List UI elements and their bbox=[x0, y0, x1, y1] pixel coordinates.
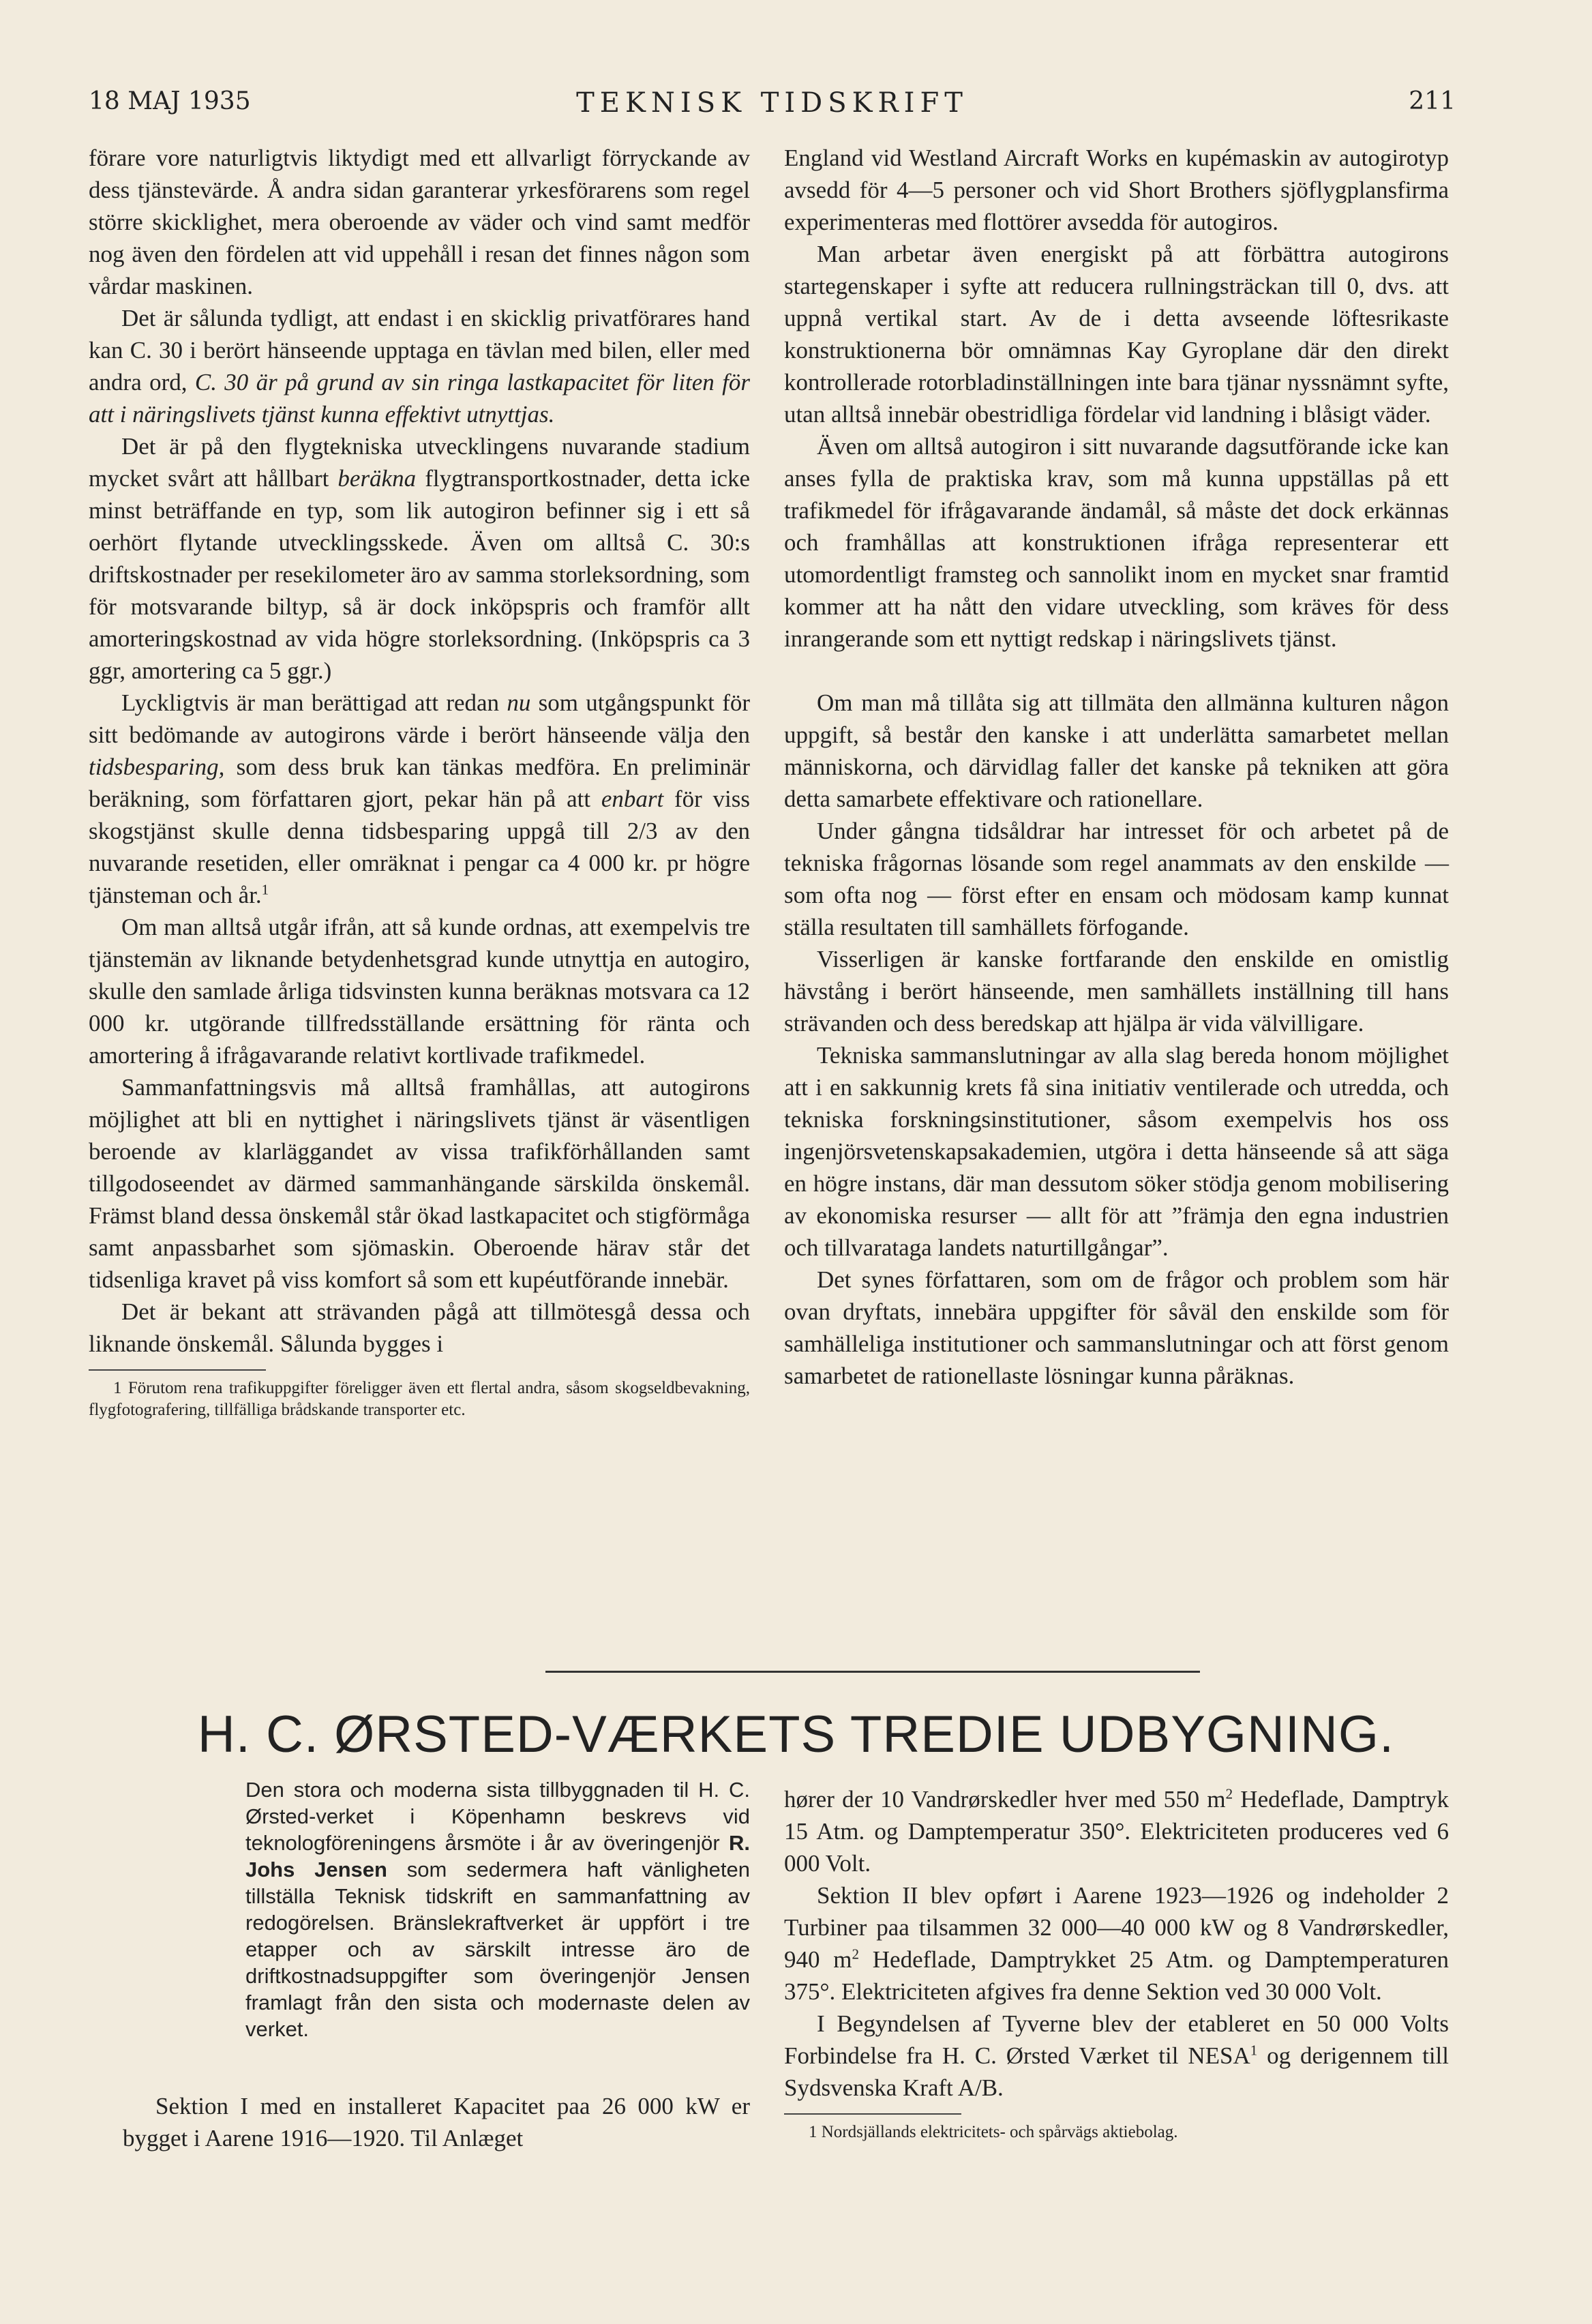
paragraph: Sammanfattningsvis må alltså framhållas, att autogirons möjlighet att bli en nyttighet i näringslivets tjänst är väsentligen beroende av klarläggandet av vissa trafikförhållanden samt tillgodoseendet av därmed sammanhängande särskilda önskemål. Främst bland dessa önskemål står ökad lastkapacitet och stigförmåga samt anpassbarhet som sjömaskin. Oberoende härav står det tidsenliga kravet på viss komfort så som ett kupéutförande innebär. bbox=[89, 1074, 750, 1293]
paragraph bbox=[89, 302, 750, 430]
text: hører der 10 Vandrørskedler hver med 550 m bbox=[784, 1786, 1226, 1813]
text: som utgångspunkt för sitt bedömande av autogirons värde i berört hänseende välja den bbox=[89, 689, 750, 748]
lead-paragraph bbox=[245, 1776, 750, 2042]
paragraph: Visserligen är kanske fortfarande den enskilde en omistlig hävstång i berört hänseende, men samhällets inställning till hans strävanden och dess beredskap att hjälpa är vida välvilligare. bbox=[784, 946, 1449, 1037]
text: som dess bruk kan tänkas medföra. En preliminär beräkning, som författaren gjort, pekar hän på att bbox=[89, 754, 750, 812]
paragraph bbox=[784, 2008, 1449, 2104]
paragraph: Om man må tillåta sig att tillmäta den allmänna kulturen någon uppgift, så består den kanske i att underlätta samarbetet mellan människorna, och därvidlag faller det kanske på tekniken att göra detta samarbete effektivare och rationellare. bbox=[784, 689, 1449, 812]
paragraph: Om man alltså utgår ifrån, att så kunde ordnas, att exempelvis tre tjänstemän av liknande betydenhetsgrad kunde utnyttja en autogiro, skulle den samlade årliga tidsvinsten kunna beräknas motsvara ca 12 000 kr. utgörande tillfredsställande ersättning för ränta och amortering å ifrågavarande relativt kortlivade trafikmedel. bbox=[89, 914, 750, 1069]
footnote-marker: 1 bbox=[1250, 2042, 1258, 2059]
article-body-right bbox=[784, 1783, 1449, 2143]
paragraph: Man arbetar även energiskt på att förbättra autogirons startegenskaper i syfte att reducera rullningsträckan till 0, dvs. att uppnå vertikal start. Av de i detta avseende löftesrikaste konstruktionerna bör omnämnas Kay Gyroplane där den direkt kontrollerade rotorbladinställningen inte bara tjänar nyssnämnt syfte, utan alltså innebär obestridliga fördelar vid landning i blåsigt väder. bbox=[784, 241, 1449, 428]
text: som sedermera haft vänligheten tillställa Teknisk tidskrift en sammanfattning av redogörelsen. Bränslekraftverket är uppfört i tre etapper och av särskilt intresse äro de driftkostnadsuppgifter som överingenjör Jensen framlagt från den sista och modernaste delen av verket. bbox=[245, 1858, 750, 2041]
text: Lyckligtvis är man berättigad att redan bbox=[121, 689, 507, 716]
text: og derigennem till Sydsvenska Kraft A/B. bbox=[784, 2042, 1450, 2101]
author-name: R. Johs Jensen bbox=[245, 1831, 750, 1881]
article-title: H. C. ØRSTED-VÆRKETS TREDIE UDBYGNING. bbox=[197, 1705, 1395, 1763]
issue-date: 18 MAJ 1935 bbox=[89, 87, 251, 115]
text: Hedeflade, Damptrykket 25 Atm. og Damptemperaturen 375°. Elektriciteten afgives fra denne Sektion ved 30 000 Volt. bbox=[784, 1946, 1449, 2005]
superscript: 2 bbox=[852, 1946, 859, 1963]
paragraph bbox=[89, 687, 750, 911]
journal-title: TEKNISK TIDSKRIFT bbox=[576, 87, 968, 119]
text: Hedeflade, Damptryk 15 Atm. og Damptemperatur 350°. Elektriciteten produceres ved 6 000 Volt. bbox=[784, 1786, 1449, 1877]
footnote: 1 Nordsjällands elektricitets- och spårvägs aktiebolag. bbox=[809, 2123, 1178, 2141]
paragraph: England vid Westland Aircraft Works en kupémaskin av autogirotyp avsedd för 4—5 personer och vid Short Brothers sjöflygplansfirma experimenteras med flottörer avsedda för autogiros. bbox=[784, 145, 1449, 235]
paragraph bbox=[784, 1783, 1449, 1879]
footnote: 1 Förutom rena trafikuppgifter föreligger även ett flertal andra, såsom skogseldbevakning, flygfotografering, tillfälliga brådskande transporter etc. bbox=[89, 1379, 750, 1419]
emphasis: C. 30 är på grund av sin ringa lastkapacitet för liten för att i näringslivets tjänst kunna effektivt utnyttjas. bbox=[89, 369, 750, 428]
footnote-divider bbox=[784, 2113, 961, 2115]
running-header bbox=[89, 87, 1456, 128]
page-number: 211 bbox=[1409, 87, 1456, 115]
paragraph: Det är bekant att strävanden pågå att tillmötesgå dessa och liknande önskemål. Sålunda bygges i bbox=[89, 1298, 750, 1357]
article-lead bbox=[245, 1776, 750, 2042]
paragraph: Även om alltså autogiron i sitt nuvarande dagsutförande icke kan anses fylla de praktiska krav, som må kunna uppställas på ett trafikmedel för ifrågavarande ändamål, så måste det dock erkännas och framhållas att konstruktionen ifråga representerar ett utomordentligt framsteg och sannolikt inom en mycket snar framtid kommer att ha nått den vidare utveckling, som kräves för dess inrangerande som ett nyttigt redskap i näringslivets tjänst. bbox=[784, 433, 1449, 652]
text: I Begyndelsen af Tyverne blev der etableret en 50 000 Volts Forbindelse fra H. C. Ørsted Værket til NESA bbox=[784, 2010, 1449, 2069]
article-body-left bbox=[123, 2090, 750, 2154]
text: för viss skogstjänst skulle denna tidsbesparing uppgå till 2/3 av den nuvarande resetiden, eller omräknat i pengar ca 4 000 kr. pr högre tjänsteman och år. bbox=[89, 786, 750, 908]
emphasis: beräkna bbox=[337, 465, 417, 492]
text: Den stora och moderna sista tillbyggnaden til H. C. Ørsted-verket i Köpenhamn beskrevs vid teknologföreningens årsmöte i år av överingenjör bbox=[245, 1778, 750, 1855]
paragraph: Det synes författaren, som om de frågor och problem som här ovan dryftats, innebära uppgifter för såväl den enskilde som för samhälleliga institutioner och sammanslutningar och att först genom samarbetet de rationellaste lösningar kunna påräknas. bbox=[784, 1266, 1449, 1389]
emphasis: nu bbox=[507, 689, 531, 716]
paragraph: Sektion I med en installeret Kapacitet paa 26 000 kW er bygget i Aarene 1916—1920. Til Anlæget bbox=[123, 2093, 750, 2151]
paragraph bbox=[784, 1879, 1449, 2008]
emphasis: enbart bbox=[601, 786, 664, 812]
paragraph bbox=[89, 430, 750, 687]
superscript: 2 bbox=[1225, 1785, 1233, 1802]
text: Det är sålunda tydligt, att endast i en skicklig privatförares hand kan C. 30 i berört hänseende upptaga en tävlan med bilen, eller med andra ord, bbox=[89, 305, 750, 396]
article-divider bbox=[545, 1671, 1200, 1673]
paragraph: Under gångna tidsåldrar har intresset för och arbetet på de tekniska frågornas lösande som regel anammats av den enskilde — som ofta nog — först efter en ensam och mödosam kamp kunnat ställa resultaten till samhällets förfogande. bbox=[784, 818, 1449, 940]
footnote-divider bbox=[89, 1369, 266, 1371]
right-column bbox=[784, 142, 1449, 1392]
left-column bbox=[89, 142, 750, 1421]
paragraph: Tekniska sammanslutningar av alla slag bereda honom möjlighet att i en sakkunnig krets få sina initiativ ventilerade och utredda, och tekniska forskningsinstitutioner, såsom exempelvis hos oss ingenjörsvetenskapsakademien, utgöra i detta hänseende så att säga en högre instans, där man dessutom söker stödja genom mobilisering av ekonomiska resurser — allt för att ”främja den egna industrien och tillvarataga landets naturtillgångar”. bbox=[784, 1042, 1449, 1261]
emphasis: tidsbesparing, bbox=[89, 754, 225, 780]
paragraph: förare vore naturligtvis liktydigt med ett allvarligt förryckande av dess tjänstevärde. Å andra sidan garanterar yrkesförarens som regel större skicklighet, mera oberoende av väder och vind samt medför nog även den fördelen att vid uppehåll i resan det finnes någon som vårdar maskinen. bbox=[89, 145, 750, 299]
text: Sektion II blev opført i Aarene 1923—1926 og indeholder 2 Turbiner paa tilsammen 32 000—40 000 kW og 8 Vandrørskedler, 940 m bbox=[784, 1882, 1449, 1973]
text: flygtransportkostnader, detta icke minst beträffande en typ, som lik autogiron befinner sig i ett så oerhört flytande utvecklingsskede. Även om alltså C. 30:s driftskostnader per resekilometer äro av samma storleksordning, som för motsvarande biltyp, så är dock inköpspris och framför allt amorteringskostnad av vida högre storleksordning. (Inköpspris ca 3 ggr, amortering ca 5 ggr.) bbox=[89, 465, 750, 684]
footnote-marker: 1 bbox=[261, 881, 269, 898]
text: Det är på den flygtekniska utvecklingens nuvarande stadium mycket svårt att hållbart bbox=[89, 433, 750, 492]
